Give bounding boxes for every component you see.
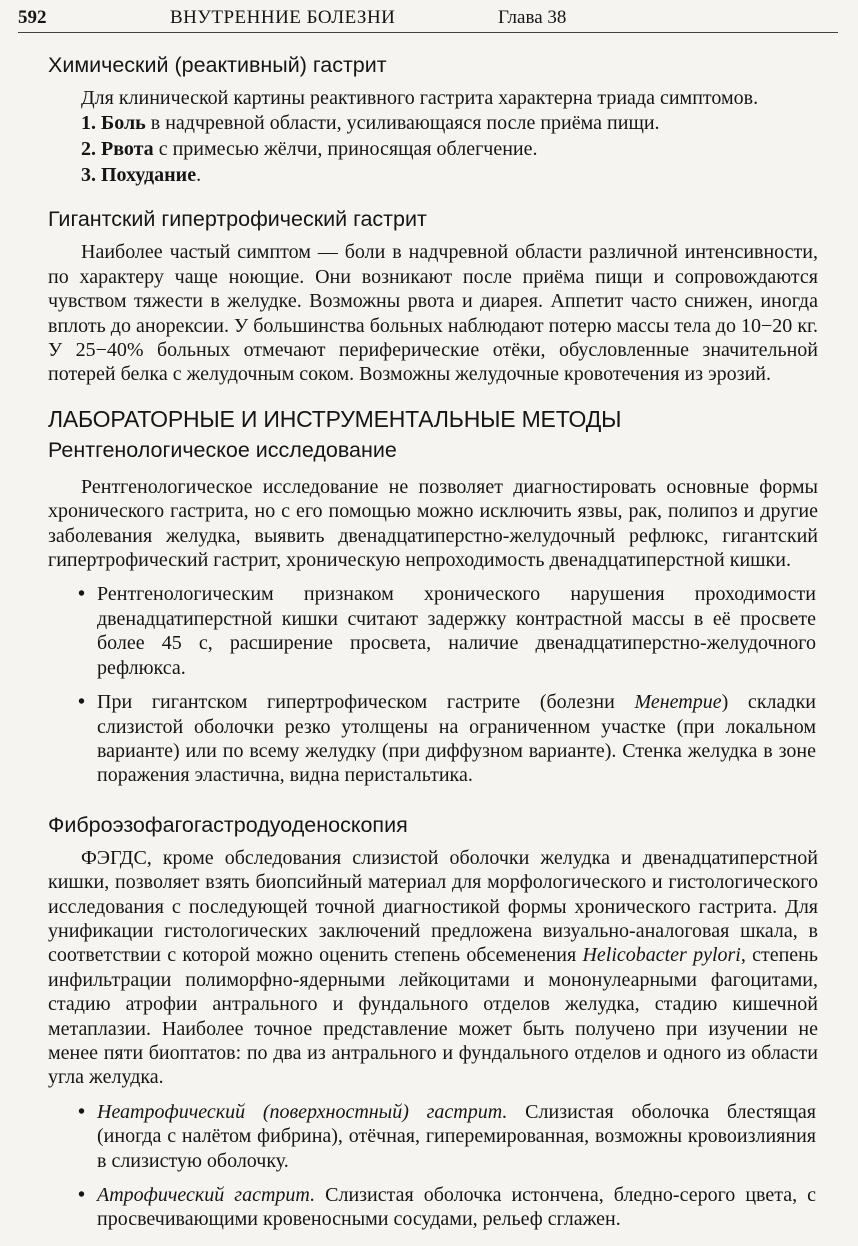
paragraph-xray: Рентгенологическое исследование не позволяет диагностировать основные формы хронического гастрита, но с его помощью можно исключить язвы, рак, полипоз и другие заболевания желудка, выявить двенадцатиперстно-желудочный рефлюкс, гигантский гипертрофический гастрит, хроническую непроходимость двенадцатиперстной кишки. <box>48 475 818 572</box>
bullet-icon: • <box>78 1100 86 1123</box>
section-heading-xray: Рентгенологическое исследование <box>48 437 397 462</box>
paragraph-fegds: ФЭГДС, кроме обследования слизистой оболочки желудка и двенадцатиперстной кишки, позволяет взять биопсийный материал для морфологического и гистологического исследования с последующей точной диагностикой формы хронического гастрита. Для унификации гистологических заключений предложена визуально-аналоговая шкала, в соответствии с которой можно оценить степень обсеменения Helicobacter pylori, степень инфильтрации полиморфно-ядерными лейкоцитами и мононулеарными фагоцитами, стадию атрофии антрального и фундального отделов желудка, стадию кишечной метаплазии. Наиболее точное представление может быть получено при изучении не менее пяти биоптатов: по два из антрального и фундального отделов и одного из области угла желудка. <box>48 846 818 1089</box>
symptom-triad-list <box>48 110 818 188</box>
running-head <box>18 6 838 33</box>
list-item: 1. Боль в надчревной области, усиливающаяся после приёма пищи. <box>81 112 660 135</box>
list-item: • Неатрофический (поверхностный) гастрит. Слизистая оболочка блестящая (иногда с налётом фибрина), отёчная, гиперемированная, возможны кровоизлияния в слизистую оболочку. <box>78 1100 816 1172</box>
bullet-icon: • <box>78 583 86 606</box>
paragraph-giant-gastritis: Наиболее частый симптом — боли в надчревной области различной интенсивности, по характеру чаще ноющие. Они возникают после приёма пищи и сопровождаются чувством тяжести в желудке. Возможны рвота и диарея. Аппетит часто снижен, иногда вплоть до анорексии. У большинства больных наблюдают потерю массы тела до 10−20 кг. У 25−40% больных отмечают периферические отёки, обусловленные значительной потерей белка с желудочным соком. Возможны желудочные кровотечения из эрозий. <box>48 241 818 386</box>
list-item: 2. Рвота с примесью жёлчи, приносящая облегчение. <box>81 138 538 161</box>
section-heading-fegds: Фиброэзофагогастродуоденоскопия <box>48 812 408 837</box>
page-number: 592 <box>18 7 47 28</box>
chapter-label: Глава 38 <box>498 7 567 28</box>
bullet-icon: • <box>78 1184 86 1206</box>
endoscopy-findings-list <box>48 1100 818 1232</box>
xray-findings-list <box>48 582 818 787</box>
list-item: • При гигантском гипертрофическом гастрите (болезни Менетрие) складки слизистой оболочки резко утолщены на ограниченном участке (при локальном варианте) или по всему желудку (при диффузном варианте). Стенка желудка в зоне поражения эластична, видна перистальтика. <box>78 691 816 787</box>
list-item: • Атрофический гастрит. Слизистая оболочка истончена, бледно-серого цвета, с просвечивающими кровеносными сосудами, рельеф сглажен. <box>78 1184 816 1231</box>
book-title: ВНУТРЕННИЕ БОЛЕЗНИ <box>170 7 396 28</box>
section-heading-chemical-gastritis: Химический (реактивный) гастрит <box>48 53 387 77</box>
list-item: 3. Похудание. <box>81 164 202 187</box>
list-item: • Рентгенологическим признаком хронического нарушения проходимости двенадцатиперстной кишки считают задержку контрастной массы в её просвете более 45 с, расширение просвета, наличие двенадцатиперстно-желудочного рефлюкса. <box>78 583 816 679</box>
page-body <box>48 50 818 1232</box>
bullet-icon: • <box>78 691 86 714</box>
section-heading-giant-gastritis: Гигантский гипертрофический гастрит <box>48 207 427 232</box>
part-heading-lab-methods: ЛАБОРАТОРНЫЕ И ИНСТРУМЕНТАЛЬНЫЕ МЕТОДЫ <box>48 405 622 432</box>
paragraph-triad: Для клинической картины реактивного гастрита характерна триада симптомов. <box>81 87 759 109</box>
